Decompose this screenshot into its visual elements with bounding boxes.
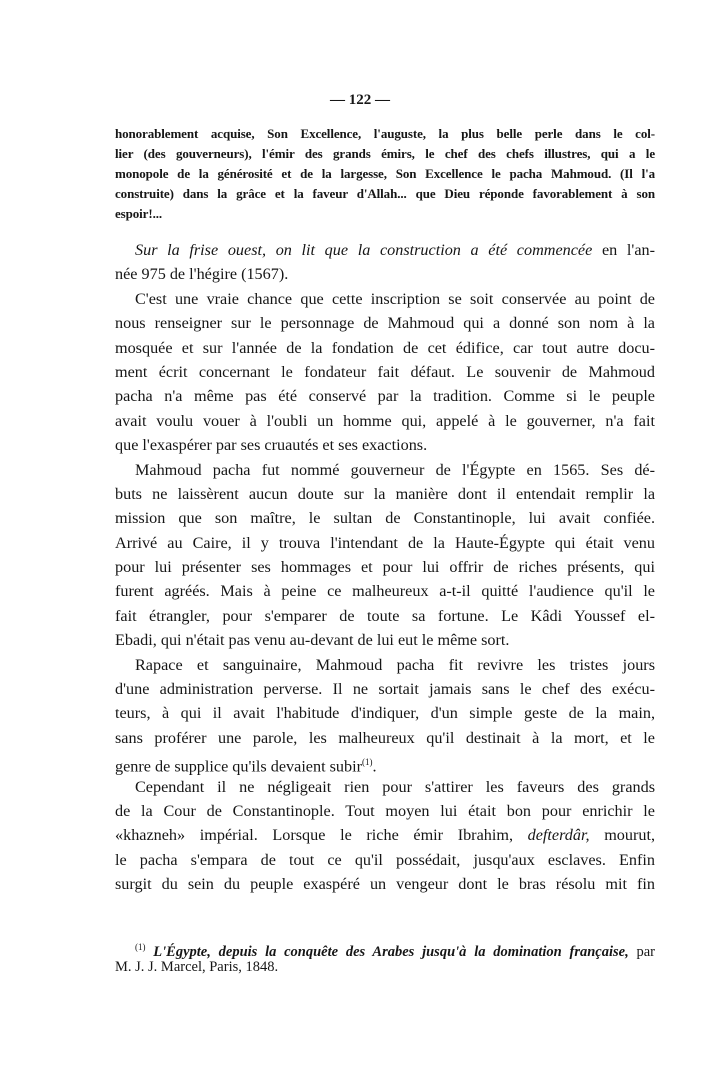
text-run: buts ne laissèrent aucun doute sur la manière dont il entendait remplir la — [115, 484, 655, 503]
text-run: defterdâr, — [527, 826, 590, 845]
body-line — [115, 555, 655, 579]
quote-line: construite) dans la grâce et la faveur d'Allah... que Dieu réponde favorablement à son — [115, 186, 655, 201]
text-run: de la Cour de Constantinople. Tout moyen lui était bon pour enrichir le — [115, 801, 655, 820]
body-line — [115, 531, 655, 555]
body-line — [115, 433, 655, 457]
footnote-marker: (1) — [362, 757, 373, 768]
body-line — [115, 848, 655, 872]
text-run: C'est une vraie chance que cette inscription se soit conservée au point de — [135, 289, 655, 308]
body-line — [115, 238, 655, 262]
text-run: Arrivé au Caire, il y trouva l'intendant de la Haute-Égypte qui était venu — [115, 533, 655, 552]
quote-line: honorablement acquise, Son Excellence, l'auguste, la plus belle perle dans le col- — [115, 126, 655, 141]
body-line — [115, 775, 655, 799]
footnote-line — [115, 937, 656, 960]
body-text — [115, 238, 655, 897]
text-run: . — [372, 757, 377, 776]
body-line — [115, 458, 655, 482]
text-run: le pacha s'empara de tout ce qu'il possédait, jusqu'aux esclaves. Enfin — [115, 850, 655, 869]
text-run: Sur la frise ouest, on lit que la construction a été commencée — [135, 241, 593, 259]
text-run: mosquée et sur l'année de la fondation de cet édifice, car tout autre docu- — [115, 338, 655, 357]
text-run: mission que son maître, le sultan de Constantinople, lui avait confiée. — [115, 509, 655, 528]
body-line — [115, 287, 655, 311]
text-run: Mahmoud pacha fut nommé gouverneur de l'Égypte en 1565. Ses dé- — [135, 460, 655, 479]
body-line — [115, 653, 655, 677]
body-line — [115, 799, 655, 823]
quote-line: monopole de la générosité et de la largesse, Son Excellence le pacha Mahmoud. (Il l'a — [115, 166, 655, 181]
text-run: Ebadi, qui n'était pas venu au-devant de lui eut le même sort. — [115, 631, 510, 650]
footnotes — [115, 937, 655, 977]
body-line — [115, 604, 655, 628]
text-run: teurs, à qui il avait l'habitude d'indiquer, d'un simple geste de la main, — [115, 704, 655, 723]
text-run: genre de supplice qu'ils devaient subir — [115, 757, 363, 776]
text-run: en l'an- — [592, 241, 655, 259]
body-line — [115, 409, 655, 433]
text-run: furent agréés. Mais à peine ce malheureux a-t-il quitté l'audience qu'il le — [115, 582, 655, 601]
inscription-quote — [115, 124, 655, 224]
text-run: nous renseigner sur le personnage de Mahmoud qui a donné son nom à la — [115, 314, 655, 333]
body-line — [115, 384, 655, 408]
text-run: «khazneh» impérial. Lorsque le riche émir Ibrahim, — [115, 826, 528, 845]
quote-line: espoir!... — [115, 206, 163, 221]
body-line — [115, 823, 655, 847]
text-run: que l'exaspérer par ses cruautés et ses exactions. — [115, 436, 428, 455]
body-line — [115, 677, 655, 701]
text-run: mourut, — [589, 826, 655, 845]
body-line — [115, 482, 655, 506]
text-run: avait voulu vouer à l'oubli un homme qui, appelé à le gouverner, n'a fait — [115, 411, 655, 430]
text-run: M. J. J. Marcel, Paris, 1848. — [115, 959, 279, 975]
body-line — [115, 701, 655, 725]
body-line — [115, 579, 655, 603]
text-run: sans proférer une parole, les malheureux qu'il destinait à la mort, et le — [115, 728, 655, 747]
text-run: pour lui présenter ses hommages et pour lui offrir de riches présents, qui — [115, 558, 655, 577]
body-line — [115, 726, 655, 750]
footnote-line — [115, 957, 655, 977]
text-run: par — [628, 943, 656, 960]
text-run: pacha n'a même pas été conservé par la tradition. Comme si le peuple — [115, 387, 655, 406]
text-run: surgit du sein du peuple exaspéré un vengeur dont le bras résolu mit fin — [115, 875, 655, 894]
footnote-marker: (1) — [135, 942, 146, 952]
text-run: Cependant il ne négligeait rien pour s'attirer les faveurs des grands — [135, 777, 655, 796]
body-line — [115, 336, 655, 360]
body-line — [115, 628, 655, 652]
text-run: Rapace et sanguinaire, Mahmoud pacha fit revivre les tristes jours — [135, 655, 655, 674]
body-line — [115, 872, 655, 896]
text-run: d'une administration perverse. Il ne sortait jamais sans le chef des exécu- — [115, 680, 655, 699]
body-line — [115, 262, 655, 286]
body-line — [115, 360, 655, 384]
body-line — [115, 311, 655, 335]
text-run: fait étrangler, pour s'emparer de toute sa fortune. Le Kâdi Youssef el- — [115, 606, 655, 625]
body-line — [115, 506, 655, 530]
quote-line: lier (des gouverneurs), l'émir des grands émirs, le chef des chefs illustres, qui a le — [115, 146, 655, 161]
text-run: née 975 de l'hégire (1567). — [115, 265, 289, 284]
page-number: — 122 — — [330, 92, 390, 108]
text-run: ment écrit concernant le fondateur fait défaut. Le souvenir de Mahmoud — [115, 362, 655, 381]
body-line — [115, 750, 655, 774]
text-run: L'Égypte, depuis la conquête des Arabes jusqu'à la domination française, — [145, 943, 629, 960]
